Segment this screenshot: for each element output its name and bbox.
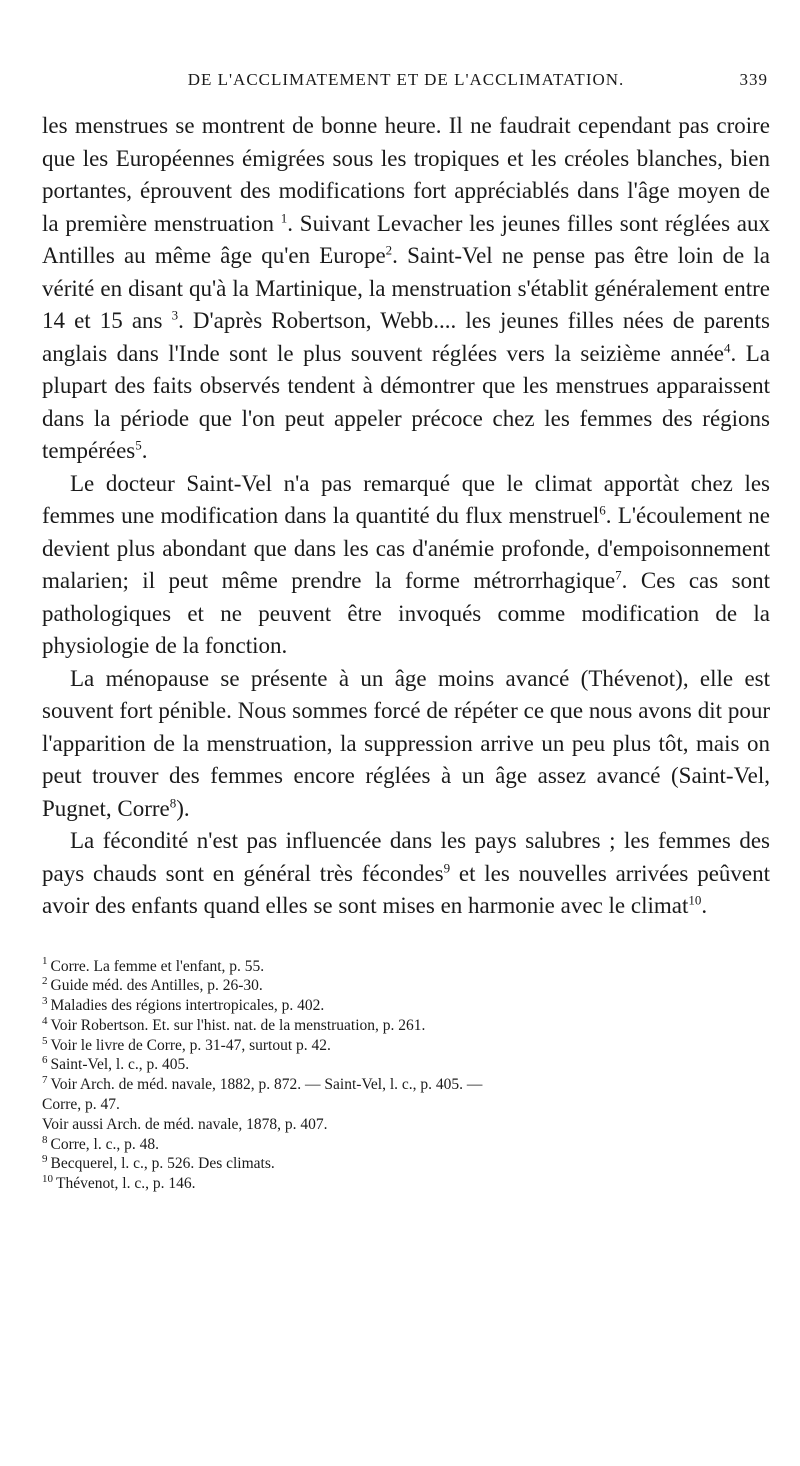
paragraph-text: . D'après Robertson, Webb.... les jeunes filles nées de parents anglais dans l'Inde sont le plus souvent réglées vers la seizième année — [42, 308, 771, 366]
footnote-ref: 4 — [724, 339, 731, 355]
paragraph-text: . — [141, 438, 148, 463]
footnote — [42, 957, 770, 977]
paragraph-text: . La plupart des faits observés tendent à démontrer que les menstrues apparaissent dans la période que l'on peut appeler précoce chez les femmes des régions tempérées — [42, 340, 770, 463]
footnote-number: 5 — [42, 1034, 48, 1047]
footnote-ref: 8 — [169, 794, 177, 810]
footnote-ref: 1 — [280, 209, 288, 225]
paragraph-text: . L'écoulement ne devient plus abondant que dans les cas d'anémie profonde, d'empoisonnement malarien; il peut même prendre la forme métrorrhagique — [42, 503, 770, 593]
footnotes — [42, 957, 770, 1195]
footnote-ref: 3 — [171, 307, 179, 323]
footnote — [42, 976, 770, 996]
footnote — [42, 996, 770, 1016]
footnote — [42, 1154, 770, 1174]
paragraph-text: . Saint-Vel ne pense pas être loin de la vérité en disant qu'à la Martinique, la menstruation s'établit généralement entre 14 et 15 ans — [42, 243, 771, 333]
footnote-text: Voir Robertson. Et. sur l'hist. nat. de la menstruation, p. 261. — [50, 1016, 426, 1034]
footnote-ref: 7 — [615, 567, 622, 583]
paragraph-text: ). — [176, 795, 190, 821]
footnote — [42, 1174, 770, 1194]
footnote-text: Becquerel, l. c., p. 526. Des climats. — [50, 1155, 275, 1173]
footnote-text: Voir le livre de Corre, p. 31-47, surtout p. 42. — [50, 1036, 331, 1054]
footnote-text: Corre, p. 47. — [42, 1096, 120, 1114]
footnote-text: Saint-Vel, l. c., p. 405. — [50, 1056, 190, 1074]
footnote-number: 7 — [42, 1074, 48, 1087]
footnote-number: 6 — [42, 1054, 48, 1067]
paragraph — [42, 468, 770, 663]
paragraph-text: . Ces cas sont pathologiques et ne peuvent être invoqués comme modification de la physiologie de la fonction. — [42, 568, 770, 658]
footnote-ref: 6 — [599, 502, 606, 518]
footnote-number: 10 — [42, 1173, 53, 1186]
running-title: DE L'ACCLIMATEMENT ET DE L'ACCLIMATATION. — [187, 70, 625, 89]
footnote-number: 9 — [42, 1153, 48, 1166]
footnote — [42, 1095, 770, 1115]
running-head — [42, 70, 770, 110]
footnote-number: 4 — [42, 1014, 48, 1027]
body-text — [42, 110, 770, 923]
footnote — [42, 1036, 770, 1056]
page-number: 339 — [739, 70, 768, 89]
footnote-ref: 9 — [443, 859, 451, 875]
footnote — [42, 1075, 770, 1095]
page — [42, 70, 770, 1194]
footnote-text: Guide méd. des Antilles, p. 26-30. — [50, 977, 263, 995]
footnote-number: 1 — [42, 955, 48, 968]
footnote-number: 8 — [42, 1133, 48, 1146]
footnote-number: 2 — [42, 975, 48, 988]
footnote-number: 3 — [42, 994, 48, 1007]
footnote — [42, 1016, 770, 1036]
paragraph-text: . Suivant Levacher les jeunes filles sont réglées aux Antilles au même âge qu'en Europe — [42, 210, 770, 268]
footnote-text: Voir aussi Arch. de méd. navale, 1878, p. 407. — [42, 1115, 328, 1133]
paragraph-text: les menstrues se montrent de bonne heure. Il ne faudrait cependant pas croire que les Européennes émigrées sous les tropiques et les créoles blanches, bien portantes, éprouvent des modifications fort appréciablés dans l'âge moyen de la première menstruation — [42, 113, 770, 236]
footnote — [42, 1115, 770, 1135]
paragraph — [42, 825, 770, 923]
paragraph — [42, 663, 770, 826]
footnote — [42, 1135, 770, 1155]
footnote-ref: 5 — [135, 437, 142, 453]
footnote-ref: 2 — [385, 242, 393, 258]
paragraph-text: La ménopause se présente à un âge moins avancé (Thévenot), elle est souvent fort pénible. Nous sommes forcé de répéter ce que nous avons dit pour l'apparition de la menstruation, la suppression arrive un peu plus tôt, mais on peut trouver des femmes encore réglées à un âge assez avancé (Saint-Vel, Pugnet, Corre — [42, 665, 770, 821]
footnote-text: Thévenot, l. c., p. 146. — [56, 1175, 196, 1193]
footnote-ref: 10 — [688, 892, 702, 908]
paragraph-text: et les nouvelles arrivées peûvent avoir des enfants quand elles se sont mises en harmonie avec le climat — [42, 860, 770, 918]
footnote-text: Corre. La femme et l'enfant, p. 55. — [50, 957, 265, 975]
footnote — [42, 1055, 770, 1075]
footnote-text: Maladies des régions intertropicales, p. 402. — [50, 997, 325, 1015]
paragraph-text: La fécondité n'est pas influencée dans les pays salubres ; les femmes des pays chauds sont en général très fécondes — [42, 828, 770, 886]
paragraph-text: . — [701, 893, 708, 918]
footnote-text: Corre, l. c., p. 48. — [50, 1135, 159, 1153]
paragraph — [42, 110, 770, 468]
footnote-text: Voir Arch. de méd. navale, 1882, p. 872. — Saint-Vel, l. c., p. 405. — — [50, 1076, 483, 1094]
paragraph-text: Le docteur Saint-Vel n'a pas remarqué que le climat apportàt chez les femmes une modification dans la quantité du flux menstruel — [42, 470, 770, 528]
